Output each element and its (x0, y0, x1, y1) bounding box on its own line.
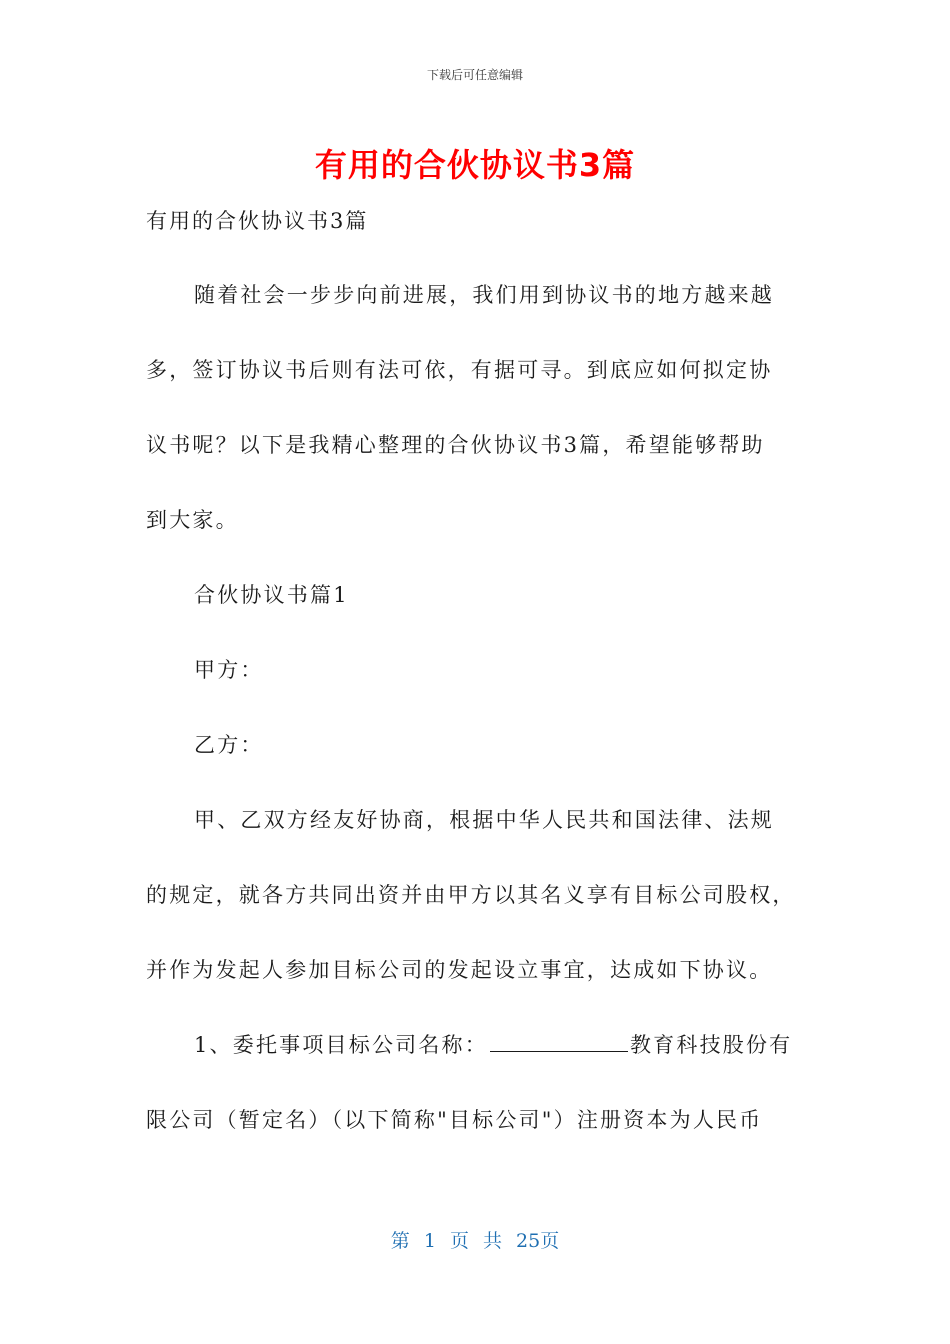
party-b-label: 乙方： (194, 733, 264, 757)
intro-line: 议书呢？以下是我精心整理的合伙协议书3篇，希望能够帮助 (146, 433, 765, 457)
clause-1-prefix: 1、委托事项目标公司名称： (194, 1033, 488, 1057)
fill-in-blank (490, 1031, 628, 1052)
intro-line: 到大家。 (146, 508, 239, 532)
document-subtitle: 有用的合伙协议书3篇 (146, 209, 369, 233)
document-title: 有用的合伙协议书3篇 (314, 146, 636, 184)
intro-line: 多，签订协议书后则有法可依，有据可寻。到底应如何拟定协 (146, 358, 773, 382)
header-note: 下载后可任意编辑 (426, 68, 523, 82)
agreement-line: 甲、乙双方经友好协商，根据中华人民共和国法律、法规 (194, 808, 774, 832)
document-body (146, 258, 811, 1158)
clause-1 (146, 1008, 811, 1083)
party-a-label: 甲方： (194, 658, 264, 682)
clause-1-suffix: 教育科技股份有 (629, 1033, 793, 1057)
intro-line: 随着社会一步步向前进展，我们用到协议书的地方越来越 (194, 283, 774, 307)
clause-1-line-2: 限公司（暂定名）（以下简称"目标公司"）注册资本为人民币 (146, 1108, 763, 1132)
page-footer: 第 1 页 共 25页 (390, 1230, 560, 1252)
agreement-line: 并作为发起人参加目标公司的发起设立事宜，达成如下协议。 (146, 958, 773, 982)
section-heading: 合伙协议书篇1 (194, 583, 349, 607)
agreement-line: 的规定，就各方共同出资并由甲方以其名义享有目标公司股权， (146, 883, 796, 907)
